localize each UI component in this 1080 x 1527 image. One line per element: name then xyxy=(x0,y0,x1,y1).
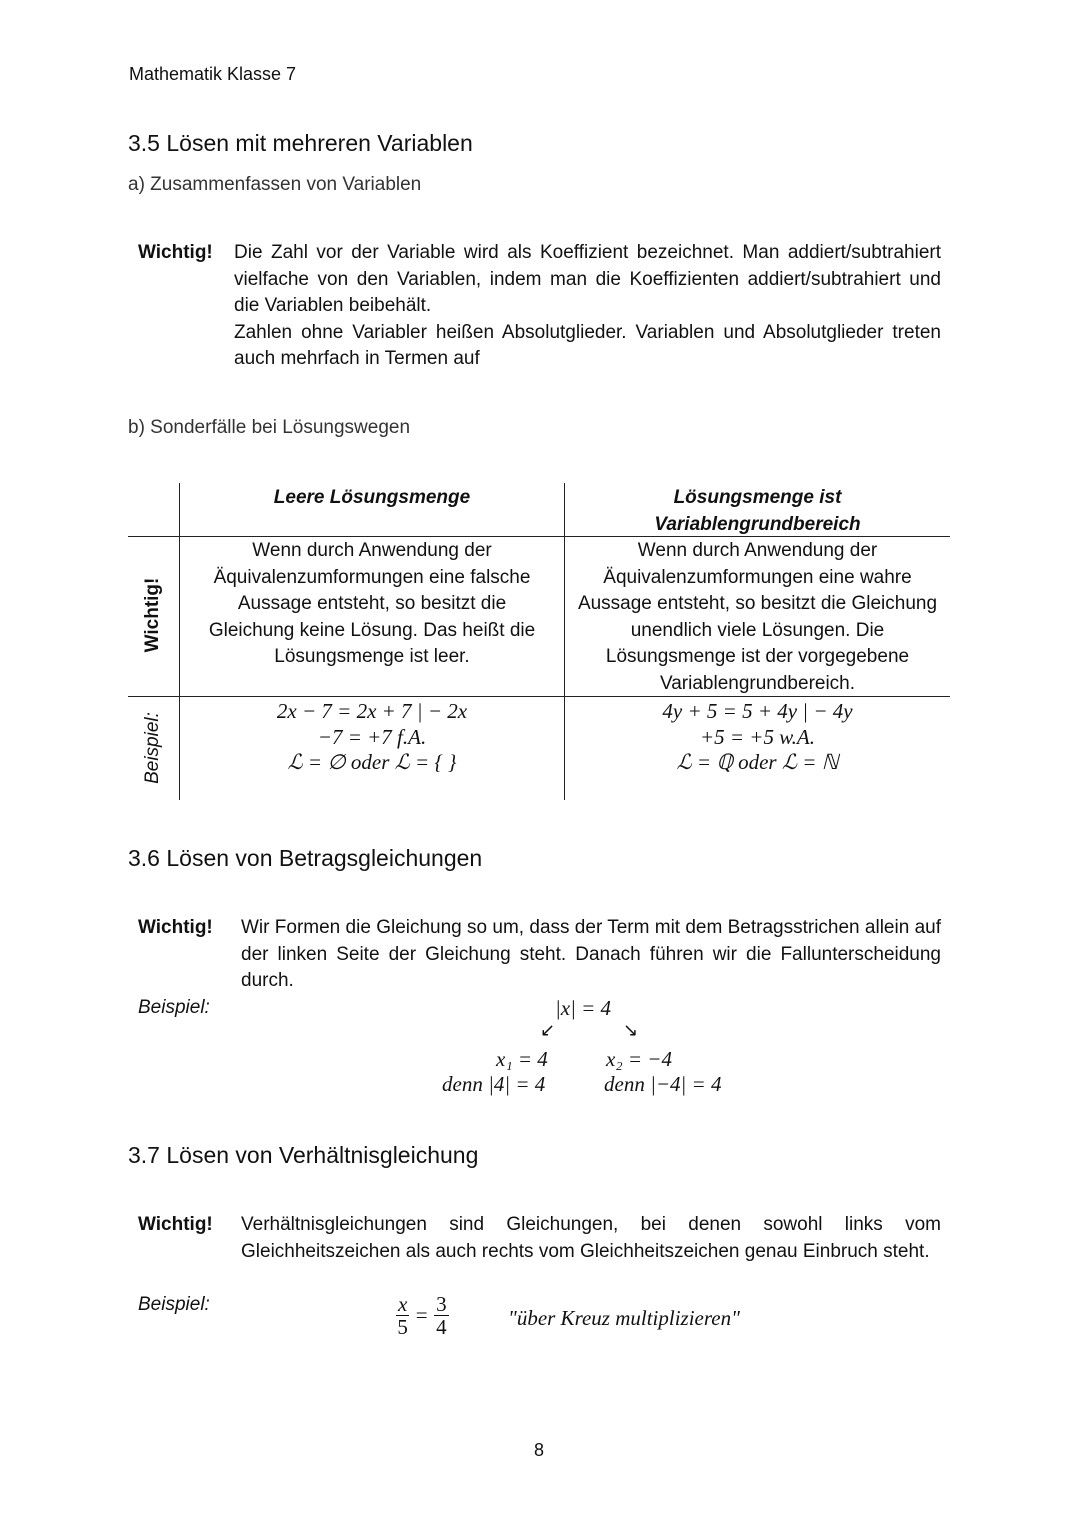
equation-line: 4y + 5 = 5 + 4y | − 4y xyxy=(662,699,853,723)
numerator: x xyxy=(398,1292,408,1316)
page-number: 8 xyxy=(534,1440,545,1460)
case-one-solution: x₁ = 4 xyxy=(496,1047,548,1071)
important-label: Wichtig! xyxy=(138,1214,213,1235)
section-3-6-title: 3.6 Lösen von Betragsgleichungen xyxy=(128,845,483,871)
important-label: Wichtig! xyxy=(138,242,213,263)
row-label-important: Wichtig! xyxy=(142,577,163,653)
header-line: Variablengrundbereich xyxy=(654,513,861,535)
case-two-reason: denn |−4| = 4 xyxy=(604,1072,722,1096)
ratio-equation xyxy=(396,1293,449,1338)
paragraph-line: Zahlen ohne Variabler heißen Absolutglieder. Variablen und Absolutglieder treten auch mehrfach in Termen auf xyxy=(234,321,941,369)
equals-sign: = xyxy=(415,1303,428,1327)
equation-line: ℒ = ∅ oder ℒ = { } xyxy=(287,750,457,774)
arrow-left-icon: ↙ xyxy=(540,1020,556,1040)
equation-line: ℒ = ℚ oder ℒ = ℕ xyxy=(676,750,839,774)
subsection-b-title: b) Sonderfälle bei Lösungswegen xyxy=(128,417,411,438)
section-3-7-title: 3.7 Lösen von Verhältnisgleichung xyxy=(128,1142,479,1168)
case-two-solution: x₂ = −4 xyxy=(606,1047,672,1071)
equation-line: +5 = +5 w.A. xyxy=(699,724,816,749)
absolute-equation: |x| = 4 xyxy=(555,996,612,1020)
example-label: Beispiel: xyxy=(138,1294,210,1315)
row-label-example: Beispiel: xyxy=(142,712,163,784)
section-3-5-title: 3.5 Lösen mit mehreren Variablen xyxy=(128,130,473,156)
denominator: 4 xyxy=(436,1315,447,1339)
table-header-empty-set: Leere Lösungsmenge xyxy=(273,487,471,508)
fraction xyxy=(434,1293,449,1338)
subsection-a-title: a) Zusammenfassen von Variablen xyxy=(128,174,422,195)
document-header: Mathematik Klasse 7 xyxy=(129,64,297,84)
important-label: Wichtig! xyxy=(138,917,213,938)
special-cases-table xyxy=(128,483,950,800)
header-line: Lösungsmenge ist xyxy=(673,487,842,508)
full-domain-explanation: Wenn durch Anwendung der Äquivalenzumformungen eine wahre Aussage entsteht, so besitzt die Gleichung unendlich viele Lösungen. Die Lösungsmenge ist der vorgegebene Variablengrundbereich. xyxy=(577,540,938,694)
denominator: 5 xyxy=(397,1315,408,1339)
table-header-full-domain xyxy=(565,485,950,538)
important-paragraph xyxy=(234,240,941,373)
important-paragraph: Verhältnisgleichungen sind Gleichungen, bei denen sowohl links vom Gleichheitszeichen als auch rechts vom Gleichheitszeichen genau Einbruch steht. xyxy=(241,1214,941,1262)
important-paragraph: Wir Formen die Gleichung so um, dass der Term mit dem Betragsstrichen allein auf der linken Seite der Gleichung steht. Danach führen wir die Fallunterscheidung durch. xyxy=(241,917,941,991)
equation-line: 2x − 7 = 2x + 7 | − 2x xyxy=(276,699,468,723)
case-one-reason: denn |4| = 4 xyxy=(442,1072,546,1096)
equation-line: −7 = +7 f.A. xyxy=(317,724,427,749)
paragraph-line: Die Zahl vor der Variable wird als Koeffizient bezeichnet. Man addiert/subtrahiert vielfache von den Variablen, indem man die Koeffizienten addiert/subtrahiert und die Variablen beibehält. xyxy=(234,242,941,316)
empty-set-example xyxy=(180,699,564,776)
full-domain-example xyxy=(565,699,950,776)
numerator: 3 xyxy=(436,1292,447,1316)
arrow-right-icon: ↘ xyxy=(623,1020,639,1040)
empty-set-explanation: Wenn durch Anwendung der Äquivalenzumformungen eine falsche Aussage entsteht, so besitzt die Gleichung keine Lösung. Das heißt die Lösungsmenge ist leer. xyxy=(208,540,536,667)
cross-multiply-note: "über Kreuz multiplizieren" xyxy=(508,1306,740,1330)
fraction xyxy=(396,1293,409,1338)
example-label: Beispiel: xyxy=(138,997,210,1018)
